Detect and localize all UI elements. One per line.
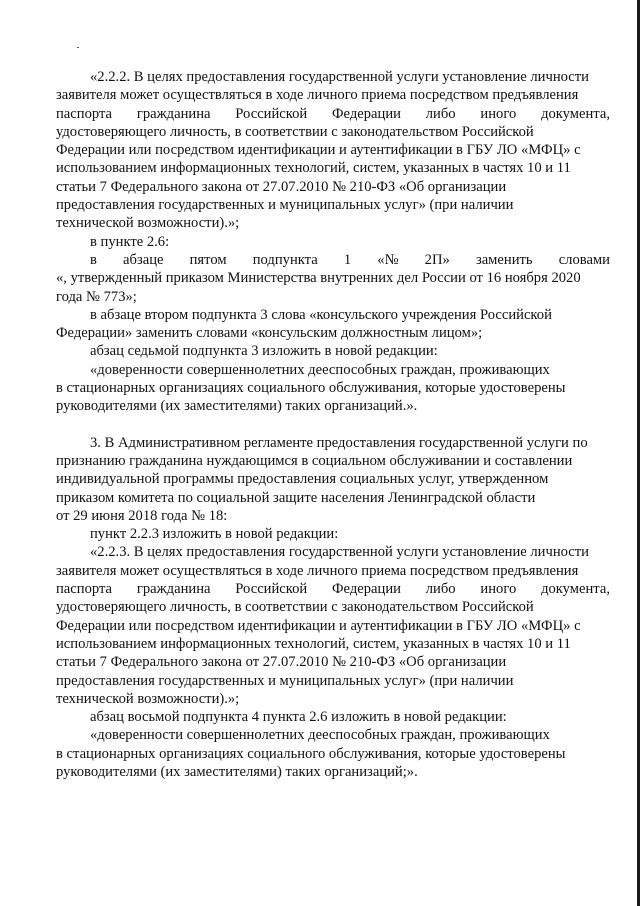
text-line: признанию гражданина нуждающимся в социальном обслуживании и составлении bbox=[56, 452, 573, 469]
word: паспорта bbox=[56, 581, 113, 598]
text-line: в пункте 2.6: bbox=[90, 233, 170, 250]
text-line: «доверенности совершеннолетних дееспособных граждан, проживающих bbox=[90, 727, 550, 744]
word: документа, bbox=[541, 581, 610, 598]
justified-line bbox=[56, 580, 610, 598]
text-line: технической возможности).»; bbox=[56, 690, 240, 707]
text-line: статьи 7 Федерального закона от 27.07.2010 № 210-ФЗ «Об организации bbox=[56, 178, 507, 195]
word: Федерации bbox=[332, 105, 401, 122]
word: паспорта bbox=[56, 105, 113, 122]
text-line: индивидуальной программы предоставления социальных услуг, утвержденном bbox=[56, 471, 549, 488]
text-line: в абзаце втором подпункта 3 слова «консульского учреждения Российской bbox=[90, 306, 552, 323]
justified-line bbox=[56, 251, 610, 269]
text-line: «, утвержденный приказом Министерства внутренних дел России от 16 ноября 2020 bbox=[56, 270, 581, 287]
word: документа, bbox=[541, 105, 610, 122]
text-line: Федерации» заменить словами «консульским должностным лицом»; bbox=[56, 325, 483, 342]
text-line: технической возможности).»; bbox=[56, 215, 240, 232]
text-line: в стационарных организациях социального обслуживания, которые удостоверены bbox=[56, 380, 566, 397]
document-body bbox=[56, 68, 610, 781]
word: словами bbox=[558, 251, 610, 268]
text-line: удостоверяющего личность, в соответствии с законодательством Российской bbox=[56, 123, 534, 140]
word: гражданина bbox=[136, 581, 211, 598]
justified-line bbox=[56, 105, 610, 123]
text-line: приказом комитета по социальной защите населения Ленинградской области bbox=[56, 489, 536, 506]
text-line: предоставления государственных и муниципальных услуг» (при наличии bbox=[56, 197, 514, 214]
word: 1 bbox=[343, 251, 352, 268]
word: Российской bbox=[235, 581, 308, 598]
text-line: руководителями (их заместителями) таких организаций.». bbox=[56, 398, 418, 415]
text-line: использованием информационных технологий, систем, указанных в частях 10 и 11 bbox=[56, 160, 571, 177]
text-line: заявителя может осуществляться в ходе личного приема посредством предъявления bbox=[56, 87, 579, 104]
word: гражданина bbox=[136, 105, 211, 122]
word: Российской bbox=[235, 105, 308, 122]
text-line: руководителями (их заместителями) таких организаций;». bbox=[56, 763, 418, 780]
word: иного bbox=[480, 581, 517, 598]
text-line: «2.2.2. В целях предоставления государственной услуги установление личности bbox=[90, 69, 589, 85]
text-line: от 29 июня 2018 года № 18: bbox=[56, 507, 228, 524]
word: 2П» bbox=[424, 251, 450, 268]
text-line: абзац седьмой подпункта 3 изложить в новой редакции: bbox=[90, 343, 438, 360]
text-line: Федерации или посредством идентификации и аутентификации в ГБУ ЛО «МФЦ» с bbox=[56, 617, 581, 634]
text-line: пункт 2.2.3 изложить в новой редакции: bbox=[90, 526, 339, 543]
word: абзаце bbox=[123, 251, 164, 268]
word: Федерации bbox=[332, 581, 401, 598]
word: подпункта bbox=[252, 251, 318, 268]
word: «№ bbox=[377, 251, 399, 268]
text-line: статьи 7 Федерального закона от 27.07.2010 № 210-ФЗ «Об организации bbox=[56, 654, 507, 671]
word: либо bbox=[425, 581, 456, 598]
word: иного bbox=[480, 105, 517, 122]
text-line: удостоверяющего личность, в соответствии с законодательством Российской bbox=[56, 599, 534, 616]
word: пятом bbox=[189, 251, 227, 268]
text-line: предоставления государственных и муниципальных услуг» (при наличии bbox=[56, 672, 514, 689]
text-line: абзац восьмой подпункта 4 пункта 2.6 изложить в новой редакции: bbox=[90, 709, 507, 726]
scan-speck bbox=[77, 47, 79, 48]
blank-line bbox=[56, 416, 610, 434]
text-line: использованием информационных технологий, систем, указанных в частях 10 и 11 bbox=[56, 635, 571, 652]
text-line: Федерации или посредством идентификации и аутентификации в ГБУ ЛО «МФЦ» с bbox=[56, 142, 581, 159]
word: в bbox=[90, 251, 97, 268]
text-line: года № 773»; bbox=[56, 288, 137, 305]
text-line: заявителя может осуществляться в ходе личного приема посредством предъявления bbox=[56, 562, 579, 579]
text-line: «доверенности совершеннолетних дееспособных граждан, проживающих bbox=[90, 361, 550, 378]
word: либо bbox=[425, 105, 456, 122]
word: заменить bbox=[475, 251, 533, 268]
text-line: в стационарных организациях социального обслуживания, которые удостоверены bbox=[56, 745, 566, 762]
text-line: «2.2.3. В целях предоставления государственной услуги установление личности bbox=[90, 544, 589, 561]
text-line: 3. В Административном регламенте предоставления государственной услуги по bbox=[90, 434, 588, 451]
